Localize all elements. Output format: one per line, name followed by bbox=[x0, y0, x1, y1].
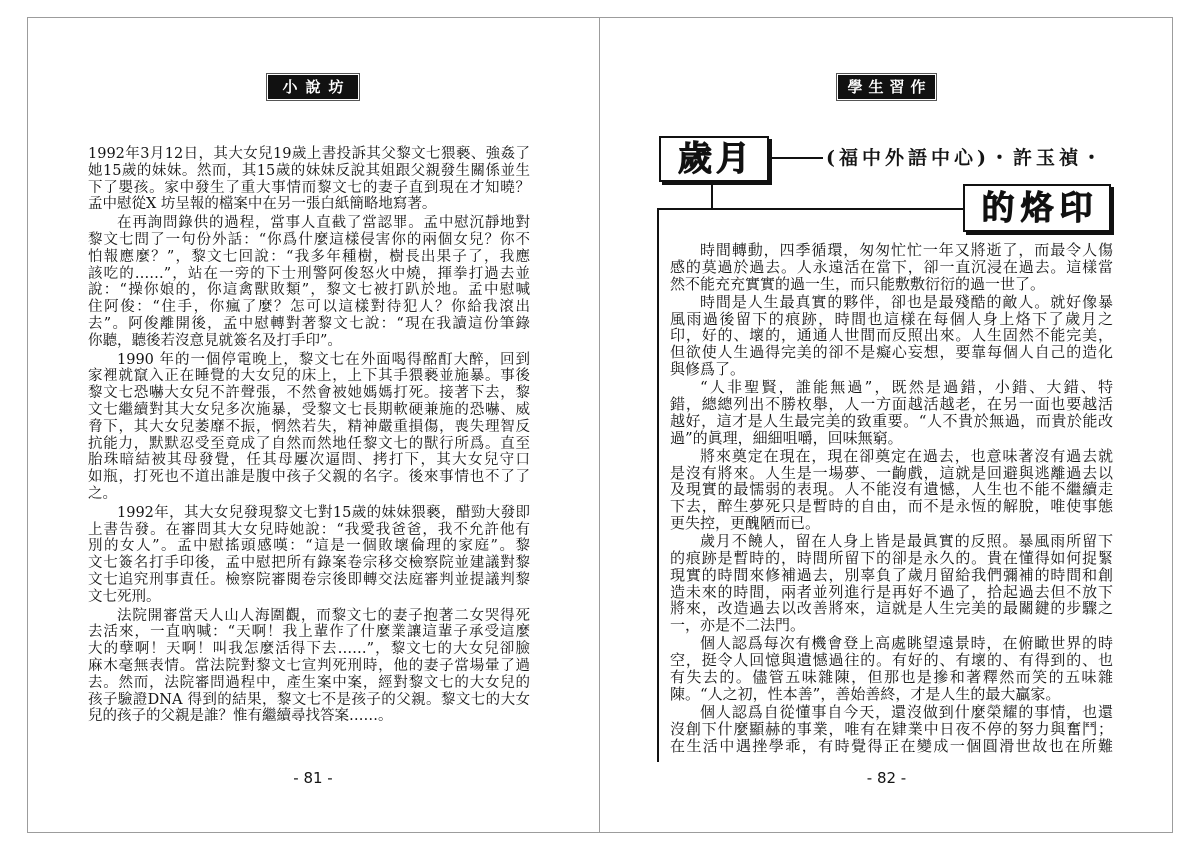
right-page-body-text bbox=[670, 242, 1113, 754]
text-line: 然不能充充實實的過一生，而只能敷敷衍衍的過一世了。 bbox=[670, 274, 1046, 293]
text-line: 大的孽啊！天啊！叫我怎麼活得下去……”，黎文七的大女兒卻臉 bbox=[88, 641, 530, 658]
text-line: 是沒有將來。人生是一場夢、一齣戲，這就是回避與逃離過去以 bbox=[670, 463, 1113, 482]
text-line: 感的莫過於過去。人永遠活在當下，卻一直沉浸在過去。這樣當 bbox=[670, 257, 1113, 276]
text-line: 印，好的、壞的，通通人世間而反照出來。人生固然不能完美， bbox=[670, 326, 1113, 345]
text-line: 時間轉動，四季循環，匆匆忙忙一年又將逝了，而最令人傷 bbox=[700, 241, 1113, 259]
text-line: 孩子驗證DNA 得到的結果，黎文七不是孩子的父親。黎文七的大女 bbox=[88, 691, 530, 708]
text-line: 空，挺令人回憶與遺憾過往的。有好的、有壞的、有得到的、也 bbox=[670, 651, 1113, 670]
paragraph bbox=[88, 146, 530, 213]
paragraph bbox=[670, 242, 1113, 293]
text-line: 更失控，更醜陋而已。 bbox=[670, 514, 821, 533]
text-line: 錯，總總列出不勝枚舉，人一方面越活越老，在另一面也要越活 bbox=[670, 394, 1113, 413]
text-line: 麻木毫無表情。當法院對黎文七宣判死刑時，他的妻子當場暈了過 bbox=[88, 657, 530, 674]
text-line: 孟中慰從X 坊呈報的檔案中在另一張白紙簡略地寫著。 bbox=[88, 196, 437, 213]
text-line: 1992年，其大女兒發現黎文七對15歲的妹妹猥褻，醋勁大發即 bbox=[117, 504, 530, 521]
text-line: 怕報應麼？”，黎文七回說：“我多年種樹，樹長出果子了，我應 bbox=[88, 248, 530, 265]
title-stub-line bbox=[711, 184, 713, 209]
text-line: 黎文七恐嚇大女兒不許聲張，不然會被她媽媽打死。接著下去，黎 bbox=[88, 385, 530, 402]
text-line: 與修爲了。 bbox=[670, 360, 746, 379]
text-line: 如瓶，打死也不道出誰是腹中孩子父親的名字。後來事情也不了了 bbox=[88, 469, 530, 486]
text-line: 文七追究刑事責任。檢察院審閱卷宗後即轉交法庭審判並提議判黎 bbox=[88, 571, 530, 588]
paragraph bbox=[88, 352, 530, 503]
text-line: 將來，改造過去以改善將來，這就是人生完美的最關鍵的步驟之 bbox=[670, 599, 1113, 618]
text-line: 去。然而，法院審問過程中，產生案中案，經對黎文七的大女兒的 bbox=[88, 674, 530, 691]
text-line: 下了嬰孩。家中發生了重大事情而黎文七的妻子直到現在才知曉？ bbox=[88, 179, 530, 196]
page-number-left: - 81 - bbox=[293, 769, 333, 787]
article-byline: (福中外語中心)・許玉禎・ bbox=[826, 147, 1105, 169]
text-line: 家裡就竄入正在睡覺的大女兒的床上，上下其手猥褻並施暴。事後 bbox=[88, 368, 530, 385]
text-line: 文七死刑。 bbox=[88, 588, 161, 605]
section-header-left: 小說坊 bbox=[268, 75, 358, 99]
text-line: 沒創下什麼顯赫的事業，唯有在肄業中日夜不停的努力與奮鬥； bbox=[670, 719, 1113, 738]
text-line: 越好，這才是人生最完美的致重要。“人不貴於無過，而貴於能改 bbox=[670, 411, 1113, 430]
paragraph bbox=[88, 608, 530, 726]
text-line: 法院開審當天人山人海圍觀，而黎文七的妻子抱著二女哭得死 bbox=[117, 607, 530, 624]
text-line: “人非聖賢，誰能無過”，既然是過錯，小錯、大錯、特 bbox=[700, 378, 1113, 397]
paragraph bbox=[670, 379, 1113, 446]
text-line: 你聽，聽後若沒意見就簽名及打手印”。 bbox=[88, 332, 342, 349]
text-line: 造未來的時間，兩者並列進行是再好不過了，拾起過去但不放下 bbox=[670, 582, 1113, 601]
section-header-right: 學生習作 bbox=[838, 75, 935, 99]
page-divider bbox=[599, 17, 600, 833]
paragraph bbox=[670, 704, 1113, 755]
text-line: 時間是人生最真實的夥伴，卻也是最殘酷的敵人。就好像暴 bbox=[700, 292, 1113, 311]
text-line: 去活來，一直吶喊：“天啊！我上輩作了什麼業讓這輩子承受這麼 bbox=[88, 624, 530, 641]
text-line: 現實的時間來修補過去，別辜負了歲月留給我們彌補的時間和創 bbox=[670, 565, 1113, 584]
article-title-part1: 歲月 bbox=[659, 136, 769, 182]
text-line: 文七繼續對其大女兒多次施暴，受黎文七長期軟硬兼施的恐嚇、威 bbox=[88, 401, 530, 418]
text-line: 去”。阿俊離開後，孟中慰轉對著黎文七說：“現在我讀這份筆錄 bbox=[88, 315, 530, 332]
paragraph bbox=[670, 448, 1113, 532]
paragraph bbox=[88, 505, 530, 606]
text-line: 該吃的……”，站在一旁的下士刑警阿俊怒火中燒，揮拳打過去並 bbox=[88, 265, 530, 282]
text-line: 個人認爲每次有機會登上高處眺望遠景時，在俯瞰世界的時 bbox=[700, 634, 1113, 653]
text-line: 個人認爲自從懂事自今天，還沒做到什麼榮耀的事情，也還 bbox=[700, 702, 1113, 721]
text-line: 說：“操你娘的，你這禽獸敗類”，黎文七被打趴於地。孟中慰喊 bbox=[88, 282, 530, 299]
paragraph bbox=[670, 533, 1113, 634]
column-rule bbox=[657, 208, 659, 762]
text-line: 但欲使人生過得完美的卻不是癡心妄想，要靠每個人自己的造化 bbox=[670, 343, 1113, 362]
text-line: 文七簽名打手印後，孟中慰把所有錄案卷宗移交檢察院並建議對黎 bbox=[88, 555, 530, 572]
title-underline bbox=[657, 208, 963, 210]
text-line: 及現實的最懦弱的表現。人不能沒有遺憾，人生也不能不繼續走 bbox=[670, 480, 1113, 499]
paragraph bbox=[670, 635, 1113, 702]
text-line: 的痕跡是暫時的，時間所留下的卻是永久的。貴在懂得如何捉緊 bbox=[670, 548, 1113, 567]
article-title-part2: 的烙印 bbox=[963, 184, 1111, 232]
text-line: 1992年3月12日，其大女兒19歲上書投訴其父黎文七猥褻、強姦了 bbox=[88, 146, 530, 162]
text-line: 下去，醉生夢死只是暫時的自由，而不是永恆的解脫，唯使事態 bbox=[670, 497, 1113, 516]
text-line: 上書告發。在審問其大女兒時她說：“我愛我爸爸，我不允許他有 bbox=[88, 521, 530, 538]
text-line: 一，亦是不二法門。 bbox=[670, 616, 806, 635]
paragraph bbox=[670, 294, 1113, 378]
text-line: 歲月不饒人，留在人身上皆是最眞實的反照。暴風雨所留下 bbox=[700, 532, 1113, 551]
page-number-right: - 82 - bbox=[866, 769, 907, 787]
text-line: 過”的眞理，細細咀嚼，回味無窮。 bbox=[670, 428, 903, 447]
text-line: 兒的孩子的父親是誰？惟有繼續尋找答案……。 bbox=[88, 708, 393, 725]
left-page-body-text bbox=[88, 146, 530, 725]
text-line: 陳。“人之初，性本善”，善始善終，才是人生的最大贏家。 bbox=[670, 684, 1061, 703]
paragraph bbox=[88, 215, 530, 349]
text-line: 抗能力，默默忍受至竟成了自然而然地任黎文七的獸行所爲。直至 bbox=[88, 435, 530, 452]
text-line: 脅下，其大女兒萎靡不振，惘然若失，精神嚴重損傷，喪失理智反 bbox=[88, 418, 530, 435]
text-line: 胎珠暗結被其母發覺，任其母屢次逼問、拷打下，其大女兒守口 bbox=[88, 452, 530, 469]
text-line: 她15歲的妹妹。然而，其15歲的妹妹反說其姐跟父親發生關係並生 bbox=[88, 162, 530, 179]
text-line: 有失去的。儘管五味雜陳，但那也是摻和著釋然而笑的五味雜 bbox=[670, 668, 1113, 687]
text-line: 別的女人”。孟中慰搖頭感嘆：“這是一個敗壞倫理的家庭”。黎 bbox=[88, 538, 530, 555]
text-line: 黎文七問了一句份外話：“你爲什麼這樣侵害你的兩個女兒？你不 bbox=[88, 231, 530, 248]
text-line: 在再詢問錄供的過程，當事人直截了當認罪。孟中慰沉靜地對 bbox=[117, 215, 530, 232]
text-line: 住阿俊：“住手，你瘋了麼？怎可以這樣對待犯人？你給我滾出 bbox=[88, 299, 530, 316]
text-line: 風雨過後留下的痕跡，時間也這樣在每個人身上烙下了歲月之 bbox=[670, 309, 1113, 328]
text-line: 之。 bbox=[88, 485, 117, 502]
title-connector-line bbox=[771, 157, 823, 159]
text-line: 在生活中遇挫學乖，有時覺得正在變成一個圓滑世故也在所難 bbox=[670, 736, 1113, 755]
text-line: 將來奠定在現在，現在卻奠定在過去，也意味著沒有過去就 bbox=[700, 446, 1113, 465]
text-line: 1990 年的一個停電晚上，黎文七在外面喝得酩酊大醉，回到 bbox=[117, 351, 530, 368]
